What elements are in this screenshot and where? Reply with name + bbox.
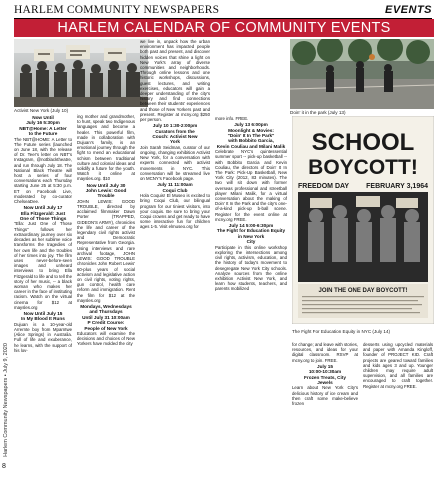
svg-text:FEBRUARY 3,1964: FEBRUARY 3,1964 (366, 183, 428, 190)
doin-it-photo (290, 39, 434, 109)
event-description: Hola Coquis! El Museo is excited to bring Coqui Club, our bilingual program for our tiniest visitors, into your coquis. Be sure to bring your Coqui crowns and get ready to have some interactive fun for children ages 1-5. Visit elmuseo.org for (140, 193, 210, 230)
event-description: desserts using upcycled materials and paper with Amanda Kingloff, founder of PROJECT KID. Craft projects are geared toward families and kids ages 3 and up. Younger children may require adult supervision, and all families are encouraged to craft together. Register at mcny.org FREE. (363, 342, 433, 389)
boycott-poster-caption: The Fight For Education Equity in NYC (July 14) (292, 329, 391, 334)
folio-text: Harlem Community Newspapers • July 9, 2020 (3, 343, 9, 457)
event-heading: Now Until July 30 John Lewis: Good Trouble (85, 182, 127, 199)
svg-text:FREEDOM DAY: FREEDOM DAY (298, 183, 350, 190)
event-description: Dujuan is a 10-year-old Arrernte boy from Mparntwe (Alice Springs) in Australia. Full of life and exuberance, he learns, with the support of his lov- (14, 321, 72, 353)
event-description: for change; and leave with stories, resources, and ideas for your digital classroom. RSVP at mcny.org to join. FREE. (292, 342, 358, 363)
event-heading: July 15 10:00-10:30am Frozen Treats, City Jewels (304, 363, 346, 386)
events-column-5 (292, 342, 358, 407)
event-description: ing mother and grandmother, to hunt, speak two Indigenous languages and become a healer. This powerful film, made in collaboration with Dujuan's family, is an emotional journey through the fight to mend an educational schism between traditional culture and colonial ideas and solidify a future for the youth. Watch it online at maysles.org. $10 (77, 114, 135, 182)
event-description: Educators will examine the decisions and choices of New Yorkers have molded the city (77, 330, 135, 347)
events-column-4 (215, 116, 287, 293)
event-description: Join Sarah Seidman, curator of our ongoing, changing exhibition Activist New York, for a conversation with experts connected with activist movements in NYC. This conversation will be streamed live on MCNY's Facebook page. (140, 144, 210, 182)
masthead (14, 2, 432, 19)
event-heading: Now Until July 15 In My Blood It Runs (21, 310, 65, 322)
school-boycott-poster (292, 116, 434, 324)
svg-text:SCHOOL: SCHOOL (311, 129, 415, 156)
events-column-2 (77, 114, 135, 348)
calendar-banner: HARLEM CALENDAR OF COMMUNITY EVENTS (14, 19, 434, 37)
doin-it-photo-caption: Doin' it in the park (July 13) (290, 110, 346, 115)
event-heading: Mondays, Wednesdays and Thursdays Until July 31 10:00am P Credit Course: People of New York (80, 303, 132, 331)
event-description: JOHN LEWIS: GOOD TROUBLE, directed by acclaimed filmmaker Dawn Porter (TRAPPED, GIDEON'S ARMY), chronicles the life and career of the legendary civil rights activist and Democratic Representative from Georgia. Using interviews and rare archival footage, JOHN LEWIS: GOOD TROUBLE chronicles John Robert Lewis' 60-plus years of social activism and legislative action on civil rights, voting rights, gun control, health care reform and immigration. Rent the film for $12 at the maysles.org (77, 198, 135, 303)
event-heading: July 10 1:30-2:00pm Curators from the Couch: Activist New York (152, 123, 198, 145)
event-heading: Now Until July 17 Ella Fitzgerald: Just One of Those Things (19, 205, 67, 222)
publication-name: HARLEM COMMUNITY NEWSPAPERS (14, 4, 220, 16)
event-heading: Now Until July 16 5:30pm NBT@Home: A Letter to the Future (19, 115, 67, 137)
event-description: Participate in this online workshop exploring the intersections among civil rights, activism, education, and the history of today's movement to desegregate New York City schools. Analyze sources from the online exhibition Activist New York, and learn how students, teachers, and parents mobilized (215, 244, 287, 292)
events-column-1 (14, 114, 72, 354)
event-heading: July 14 5:00-6:30pm The Fight for Education Equity in New York City (216, 223, 286, 245)
event-description: we live in, unpack how the urban environment has impacted people both past and present, and discover hidden voices that shine a light on New York's array of diverse communities and neighborhoods. Through online lessons and one historic workshops, discussions, guest lectures, and writing exercises, educators will gain a deeper understanding of the city's history and find connections between their students' experiences and those of New Yorkers past and present. Register at mcny.org $250 per person. (140, 39, 210, 123)
activist-photo (14, 39, 148, 107)
event-heading: July 11 11:00am Coqui Club (157, 182, 193, 193)
event-description: Celebrate NYC's quintessential summer sport -- pick-up basketball -- with Bobbito Garcia and Kevin Couliau, the directors of Doin' It In The Park: Pick-Up Basketball, New York City (2012, 83 minutes). The two will sit down with former overseas professional and streetball player Milani Malik, for a virtual conversation about the making of Doin' It In the Park and the city's one-of-a-kind pick-up b-ball scene. Register for the event online at mcny.org FREE. (215, 149, 287, 222)
events-column-3 (140, 39, 210, 231)
event-heading: July 13 6:00pm Moonlight & Movies: "Doin' It In The Park" with Bobbito Garcia, Kevin Couliau and Milani Malik (216, 122, 286, 149)
event-description: "Ella: Just One of Those Things" follows her extraordinary journey over six decades as her sublime voice transforms the tragedies of her own life and the troubles of her times into joy. The film uses never-before-seen images and unheard interviews to bring Ella Fitzgerald to life and to tell the story of her music, -- a black woman who makes her career in the face of instituting racism. Watch on the virtual cinema for $12 at maysles.org (14, 221, 72, 310)
event-description: Learn about New York City's delicious history of ice cream and then craft some make-believe frozen (292, 385, 358, 407)
side-folio (1, 330, 11, 470)
events-column-6 (363, 342, 433, 390)
page-number: 8 (2, 463, 6, 470)
section-label: EVENTS (384, 4, 432, 16)
event-description: The NBT@HOME: A Letter to The Future series (launched on June 18, with the release of Dr. Teer's letter on NBT's Instagram, @notblacktheatre, and run through July 18. The National Black Theatre will host a series of four conversations each Thursday starting June 25 at 5:30 p.m. ET on Facebook Live, moderated by co-curator ChelseaDee. (14, 136, 72, 205)
svg-text:JOIN THE ONE DAY BOYCOTT!: JOIN THE ONE DAY BOYCOTT! (318, 288, 408, 294)
svg-text:BOYCOTT!: BOYCOTT! (308, 156, 418, 179)
event-description: more info. FREE. (215, 116, 249, 121)
activist-photo-caption: Activist New York (July 10) (14, 108, 69, 113)
